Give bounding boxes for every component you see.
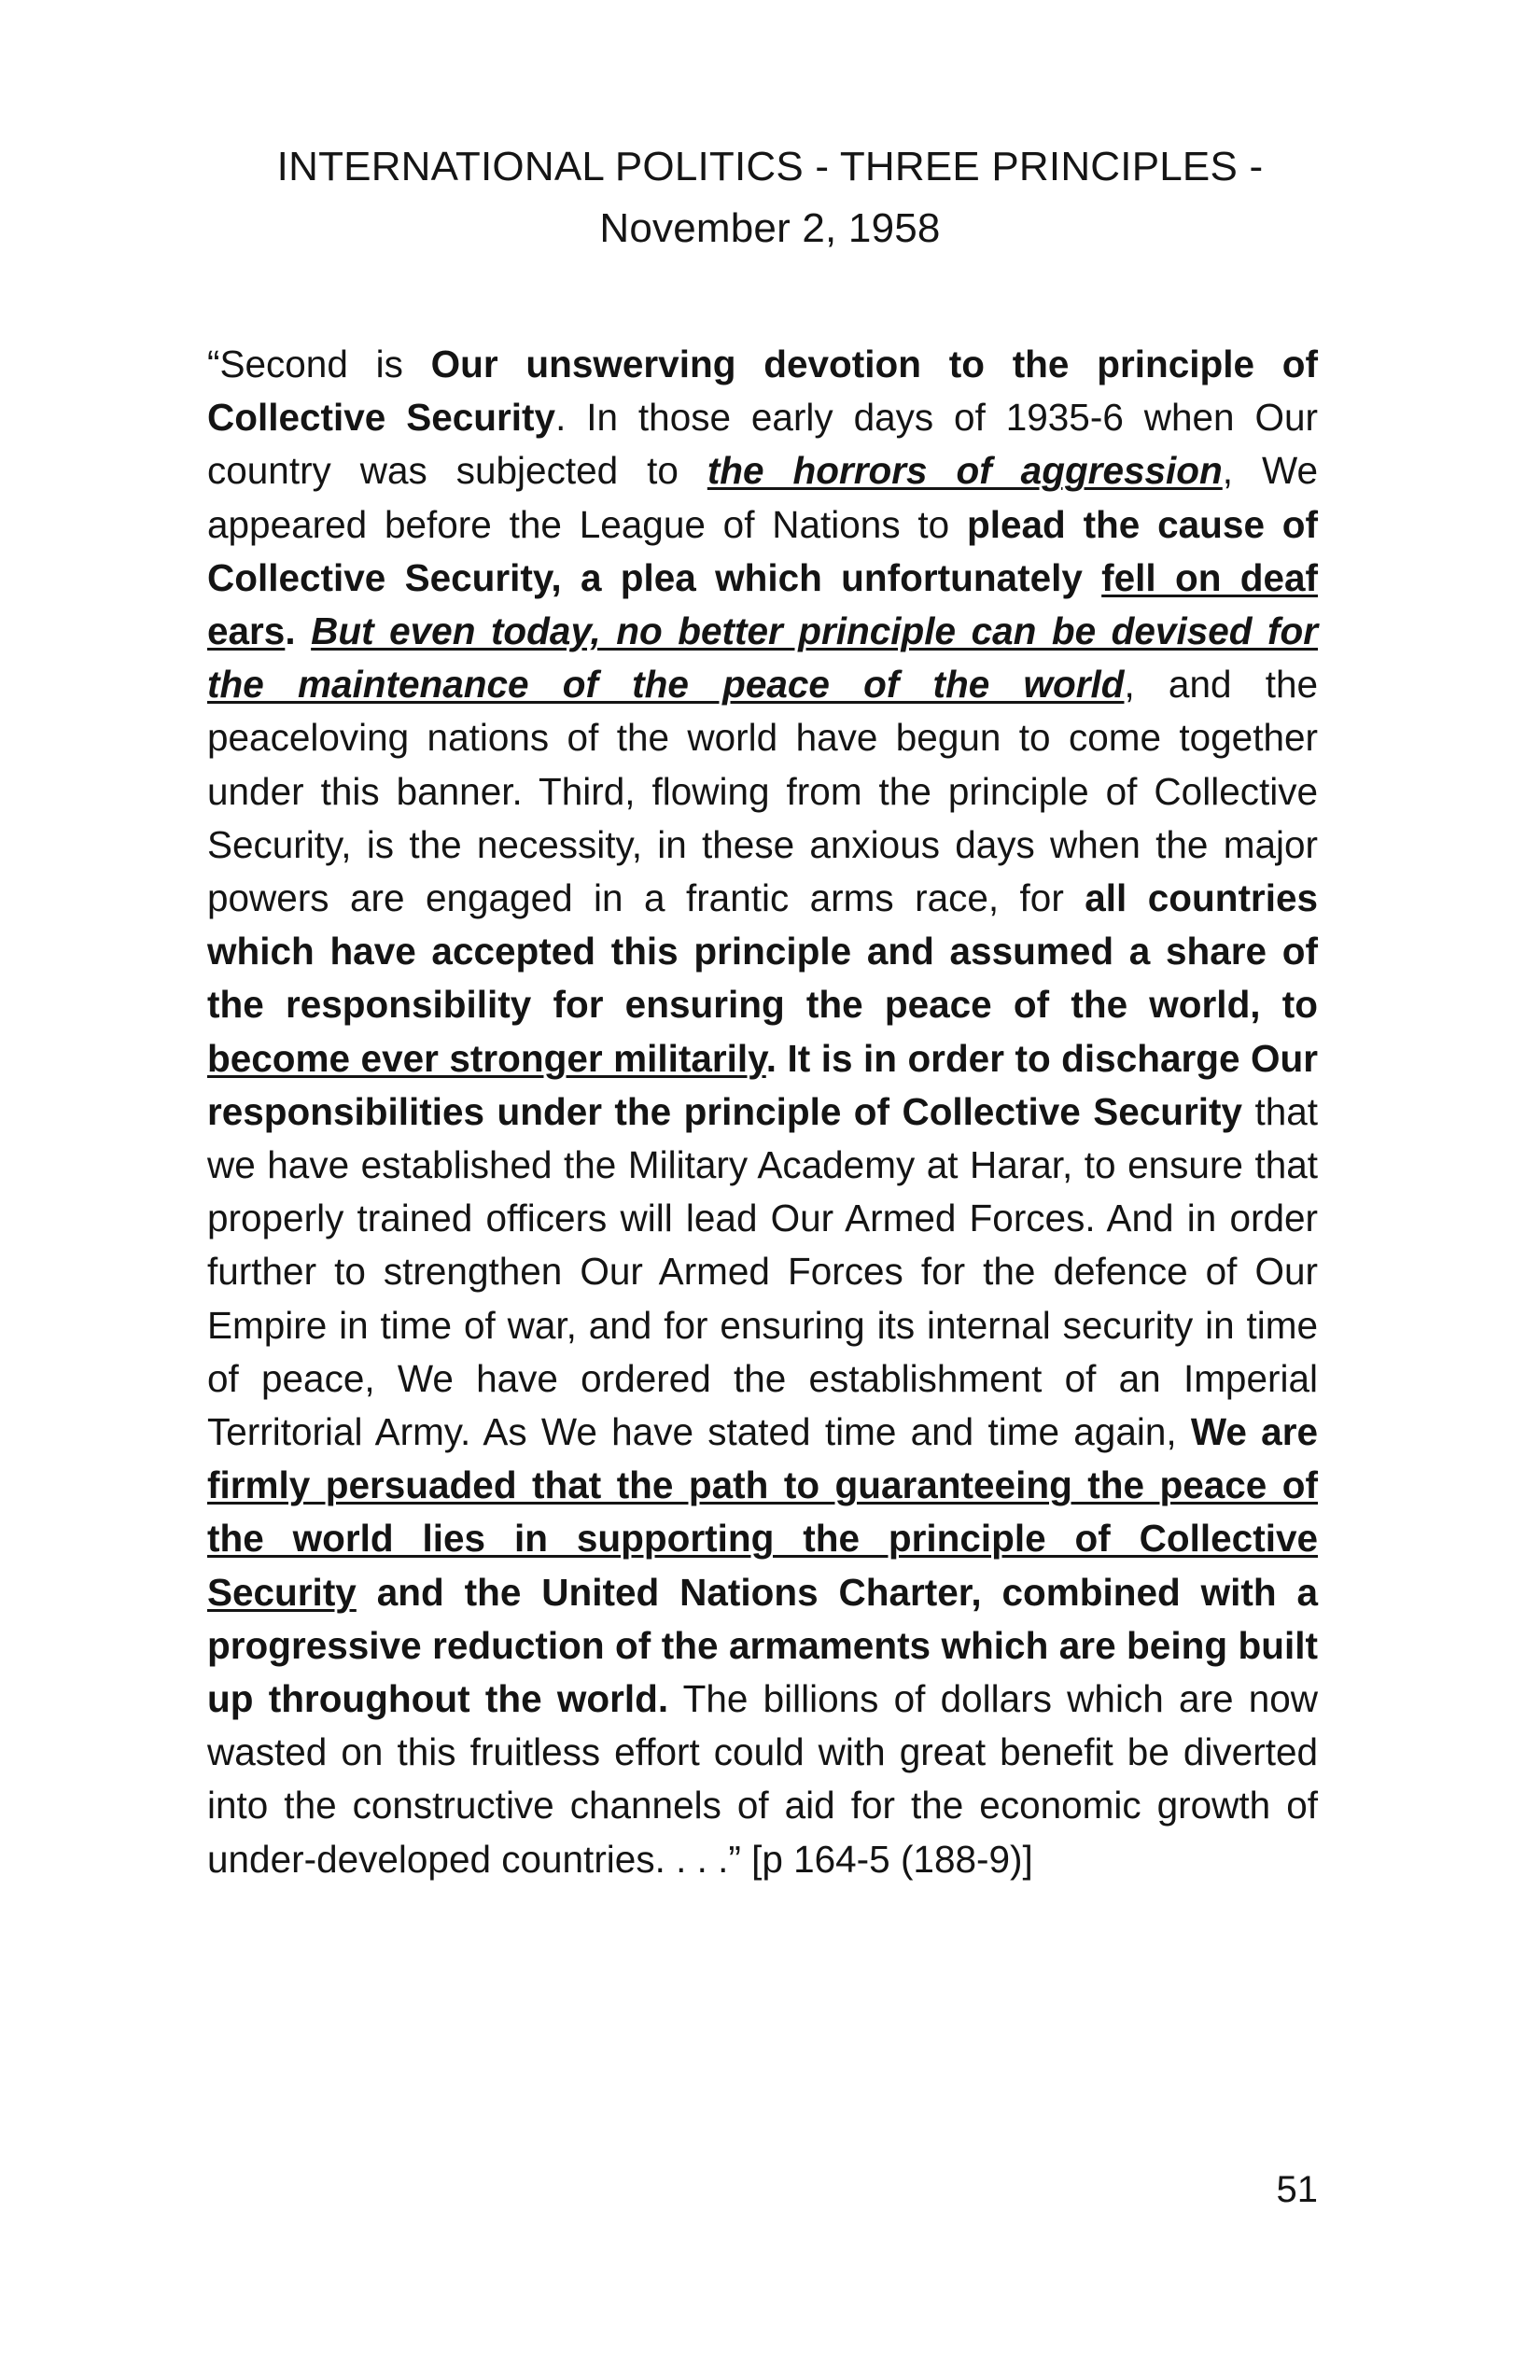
text-run: “Second is — [207, 343, 431, 385]
bold-text-run: Our unswerving devotion to the principle of Collective Security — [207, 343, 1318, 440]
bold-underlined-run: become ever stronger militarily — [207, 1036, 766, 1080]
bold-text-run: plead the cause of Collective Security, a plea which unfortunately — [207, 502, 1318, 599]
text-run: that we have established the Military Academy at Harar, to ensure that properly trained officers will lead Our Armed Forces. And in order further to strengthen Our Armed Forces for the defence of Our Empire in time of war, and for ensuring its internal security in time of peace, We have ordered the establishment of an Imperial Territorial Army. As We have stated time and time again, — [207, 1089, 1319, 1454]
bold-text-run: . It is in order to discharge Our responsibilities under the principle of Collective Security — [207, 1036, 1318, 1133]
bold-underlined-run: firmly persuaded that the path to guaranteeing the peace of the world lies in supporting the principle of Collective Security — [207, 1463, 1318, 1614]
title-line-1: INTERNATIONAL POLITICS - THREE PRINCIPLES - — [276, 144, 1264, 189]
bold-text-run: . — [285, 609, 312, 653]
text-run: , We appeared before the League of Nations to — [207, 449, 1318, 546]
text-run: , and the peaceloving nations of the world have begun to come together under this banner. Third, flowing from the principle of Collective Security, is the necessity, in these anxious days when the major powers are engaged in a frantic arms race, for — [207, 663, 1318, 920]
bold-text-run: all countries which have accepted this principle and assumed a share of the responsibility for ensuring the peace of the world, to — [207, 876, 1318, 1027]
page-title — [187, 136, 1353, 259]
text-run: The billions of dollars which are now wasted on this fruitless effort could with great benefit be diverted into the constructive channels of aid for the economic growth of under-developed countries. . . .” [p 164-5 (188-9)] — [207, 1677, 1319, 1881]
title-line-2: November 2, 1958 — [599, 205, 941, 251]
bold-italic-underlined-run: the horrors of aggression — [707, 449, 1223, 493]
bold-text-run: and the United Nations Charter, combined with a progressive reduction of the armaments which are being built up throughout the world. — [207, 1570, 1318, 1721]
quote-paragraph — [207, 338, 1318, 1886]
bold-underlined-run: fell on deaf ears — [207, 555, 1318, 653]
bold-italic-underlined-run: But even today, no better principle can be devised for the maintenance of the peace of the world — [207, 609, 1318, 707]
text-run: . In those early days of 1935-6 when Our country was subjected to — [207, 396, 1318, 493]
bold-text-run: We are — [1190, 1410, 1318, 1454]
page-number: 51 — [1276, 2169, 1318, 2210]
